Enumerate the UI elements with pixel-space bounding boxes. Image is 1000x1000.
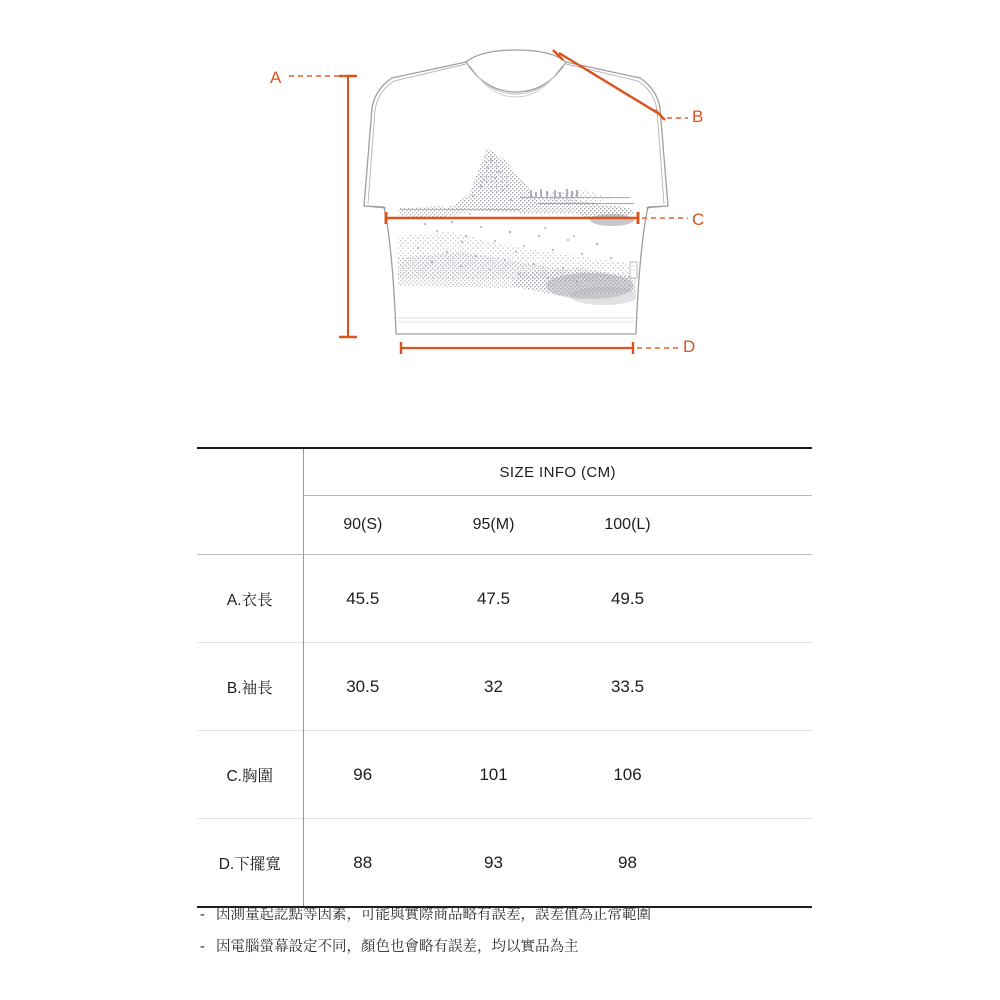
- cell-b-s-value: 30.5: [346, 676, 380, 696]
- cell-b-l-value: 33.5: [610, 676, 645, 696]
- header-right-pad: [672, 496, 812, 555]
- disclaimer-notes: [200, 905, 900, 969]
- note-text-measurement: 因測量起訖點等因素，可能與實際商品略有誤差，誤差值為正常範圍: [216, 907, 651, 923]
- measure-line-a: [339, 76, 357, 337]
- cell-d-l-value: 98: [618, 852, 637, 872]
- note-dash-icon: -: [200, 907, 205, 923]
- cell-c-s: [303, 731, 426, 819]
- garment-illustration: [0, 0, 1000, 430]
- size-header-s-label: 90(S): [343, 516, 383, 533]
- note-text-color: 因電腦螢幕設定不同，顏色也會略有誤差，均以實品為主: [216, 939, 579, 956]
- dim-label-c: C: [692, 210, 705, 229]
- size-header-s: [303, 496, 426, 555]
- note-item: [200, 905, 900, 926]
- header-row-spacer: [197, 496, 303, 555]
- size-header-m-label: 95(M): [472, 516, 515, 533]
- dim-label-a: A: [270, 68, 282, 87]
- cell-a-s: [303, 555, 426, 643]
- size-header-l: [549, 496, 672, 555]
- cell-d-m: [426, 819, 549, 908]
- cell-c-m: [426, 731, 549, 819]
- measure-line-d: [401, 342, 634, 354]
- table-row: [197, 555, 812, 643]
- row-label-d: D.下擺寬: [197, 819, 303, 908]
- cell-a-m-value: 47.5: [476, 588, 511, 608]
- table-row: [197, 731, 812, 819]
- cell-d-l: [549, 819, 672, 908]
- table-title-row: [197, 448, 812, 496]
- title-row-spacer: [197, 448, 303, 496]
- cell-d-m-value: 93: [484, 852, 503, 872]
- table-row: [197, 819, 812, 908]
- table-row: [197, 643, 812, 731]
- size-table-container: [197, 447, 812, 908]
- cell-c-s-value: 96: [353, 764, 373, 784]
- size-info-title: SIZE INFO (CM): [303, 448, 812, 496]
- brand-tab: [630, 262, 637, 278]
- row-a-pad: [672, 555, 812, 643]
- garment-diagram: [0, 0, 1000, 430]
- dim-label-d: D: [683, 337, 696, 356]
- row-label-a: A.衣長: [197, 555, 303, 643]
- cell-d-s: [303, 819, 426, 908]
- size-header-l-label: 100(L): [604, 516, 651, 533]
- row-label-c: C.胸圍: [197, 731, 303, 819]
- row-d-pad: [672, 819, 812, 908]
- note-item: [200, 937, 900, 958]
- table-header-row: [197, 496, 812, 555]
- size-header-m: [426, 496, 549, 555]
- cell-a-m: [426, 555, 549, 643]
- row-label-b: B.袖長: [197, 643, 303, 731]
- cell-b-m: [426, 643, 549, 731]
- cell-a-s-value: 45.5: [346, 588, 380, 608]
- cell-b-m-value: 32: [484, 676, 503, 696]
- cell-b-s: [303, 643, 426, 731]
- row-b-pad: [672, 643, 812, 731]
- cell-c-l: [549, 731, 672, 819]
- cell-a-l: [549, 555, 672, 643]
- note-dash-icon: -: [200, 939, 205, 956]
- size-info-table: [197, 447, 812, 908]
- cell-b-l: [549, 643, 672, 731]
- cell-d-s-value: 88: [353, 852, 373, 872]
- dim-label-b: B: [692, 107, 704, 126]
- row-c-pad: [672, 731, 812, 819]
- cell-c-m-value: 101: [479, 764, 508, 784]
- cell-a-l-value: 49.5: [610, 588, 645, 608]
- cell-c-l-value: 106: [613, 764, 642, 784]
